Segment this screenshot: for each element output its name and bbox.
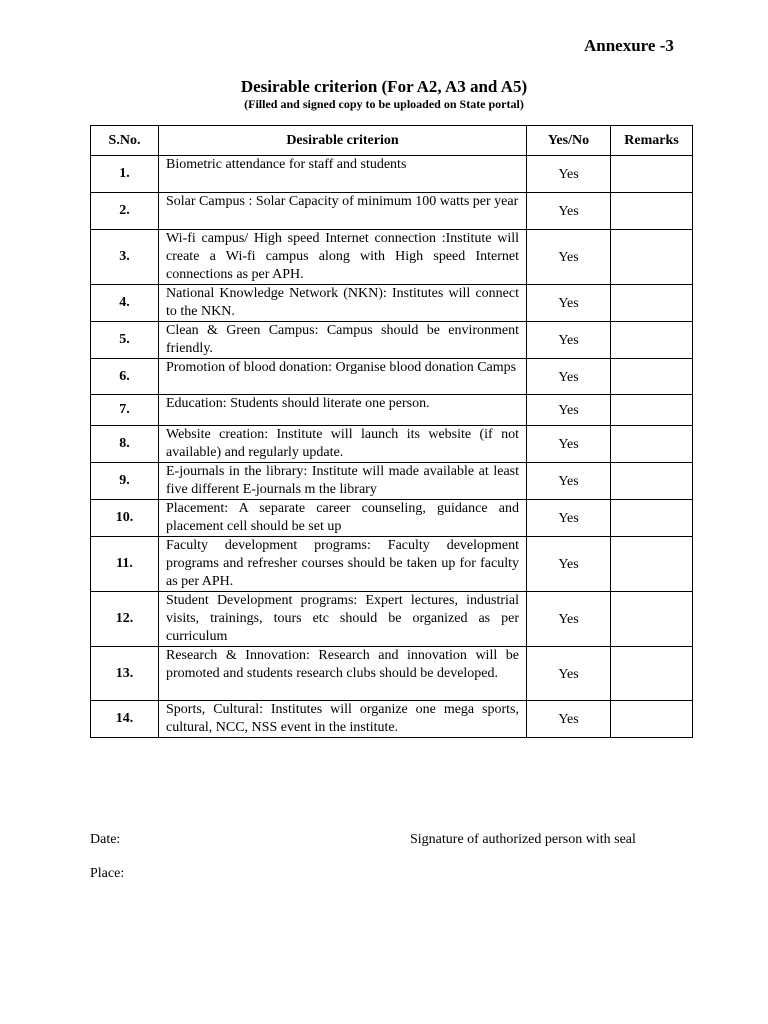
row-sno: 13. — [91, 647, 159, 701]
row-sno: 6. — [91, 359, 159, 395]
place-label: Place: — [90, 866, 125, 881]
row-remarks[interactable] — [611, 592, 693, 647]
signature-label: Signature of authorized person with seal — [410, 832, 636, 847]
row-criterion: Student Development programs: Expert lectures, industrial visits, trainings, tours etc should be organized as per curriculum — [159, 592, 527, 647]
row-sno: 10. — [91, 500, 159, 537]
table-row — [91, 592, 693, 647]
row-sno: 5. — [91, 322, 159, 359]
row-criterion: Wi-fi campus/ High speed Internet connection :Institute will create a Wi-fi campus along with High speed Internet connections as per APH. — [159, 230, 527, 285]
row-remarks[interactable] — [611, 156, 693, 193]
row-sno: 8. — [91, 426, 159, 463]
row-sno: 2. — [91, 193, 159, 230]
table-row — [91, 537, 693, 592]
row-remarks[interactable] — [611, 701, 693, 738]
row-remarks[interactable] — [611, 395, 693, 426]
table-row — [91, 156, 693, 193]
date-label: Date: — [90, 832, 121, 847]
row-remarks[interactable] — [611, 285, 693, 322]
row-answer: Yes — [527, 322, 611, 359]
table-row — [91, 426, 693, 463]
page-subtitle: (Filled and signed copy to be uploaded on State portal) — [244, 97, 524, 111]
row-remarks[interactable] — [611, 322, 693, 359]
row-answer: Yes — [527, 537, 611, 592]
table-header-row — [91, 126, 693, 156]
row-remarks[interactable] — [611, 500, 693, 537]
page-title: Desirable criterion (For A2, A3 and A5) — [240, 77, 528, 96]
row-remarks[interactable] — [611, 359, 693, 395]
table-row — [91, 395, 693, 426]
table-row — [91, 463, 693, 500]
row-remarks[interactable] — [611, 647, 693, 701]
row-answer: Yes — [527, 701, 611, 738]
row-answer: Yes — [527, 285, 611, 322]
row-answer: Yes — [527, 395, 611, 426]
row-sno: 7. — [91, 395, 159, 426]
row-criterion: Faculty development programs: Faculty development programs and refresher courses should be taken up for faculty as per APH. — [159, 537, 527, 592]
row-criterion: Website creation: Institute will launch its website (if not available) and regularly update. — [159, 426, 527, 463]
table-row — [91, 193, 693, 230]
column-header-sno: S.No. — [91, 126, 159, 156]
row-criterion: National Knowledge Network (NKN): Institutes will connect to the NKN. — [159, 285, 527, 322]
table-row — [91, 285, 693, 322]
annexure-label: Annexure -3 — [584, 36, 674, 55]
table-row — [91, 230, 693, 285]
table-row — [91, 359, 693, 395]
row-criterion: E-journals in the library: Institute will made available at least five different E-journals m the library — [159, 463, 527, 500]
table-row — [91, 701, 693, 738]
column-header-criterion: Desirable criterion — [159, 126, 527, 156]
row-sno: 14. — [91, 701, 159, 738]
row-criterion: Clean & Green Campus: Campus should be environment friendly. — [159, 322, 527, 359]
row-remarks[interactable] — [611, 537, 693, 592]
row-remarks[interactable] — [611, 230, 693, 285]
row-answer: Yes — [527, 193, 611, 230]
column-header-yes-no: Yes/No — [527, 126, 611, 156]
row-sno: 3. — [91, 230, 159, 285]
table-row — [91, 322, 693, 359]
row-criterion: Promotion of blood donation: Organise blood donation Camps — [159, 359, 527, 395]
row-criterion: Education: Students should literate one person. — [159, 395, 527, 426]
row-criterion: Research & Innovation: Research and innovation will be promoted and students research clubs should be developed. — [159, 647, 527, 701]
row-answer: Yes — [527, 426, 611, 463]
row-answer: Yes — [527, 500, 611, 537]
row-sno: 12. — [91, 592, 159, 647]
row-criterion: Solar Campus : Solar Capacity of minimum 100 watts per year — [159, 193, 527, 230]
row-remarks[interactable] — [611, 463, 693, 500]
row-answer: Yes — [527, 156, 611, 193]
row-answer: Yes — [527, 592, 611, 647]
row-criterion: Biometric attendance for staff and students — [159, 156, 527, 193]
row-answer: Yes — [527, 463, 611, 500]
table-row — [91, 647, 693, 701]
row-sno: 11. — [91, 537, 159, 592]
table-row — [91, 500, 693, 537]
column-header-remarks: Remarks — [611, 126, 693, 156]
row-sno: 9. — [91, 463, 159, 500]
row-answer: Yes — [527, 359, 611, 395]
row-criterion: Sports, Cultural: Institutes will organize one mega sports, cultural, NCC, NSS event in the institute. — [159, 701, 527, 738]
row-answer: Yes — [527, 230, 611, 285]
row-remarks[interactable] — [611, 193, 693, 230]
row-sno: 4. — [91, 285, 159, 322]
row-sno: 1. — [91, 156, 159, 193]
row-remarks[interactable] — [611, 426, 693, 463]
criteria-table — [90, 125, 693, 738]
row-answer: Yes — [527, 647, 611, 701]
row-criterion: Placement: A separate career counseling, guidance and placement cell should be set up — [159, 500, 527, 537]
